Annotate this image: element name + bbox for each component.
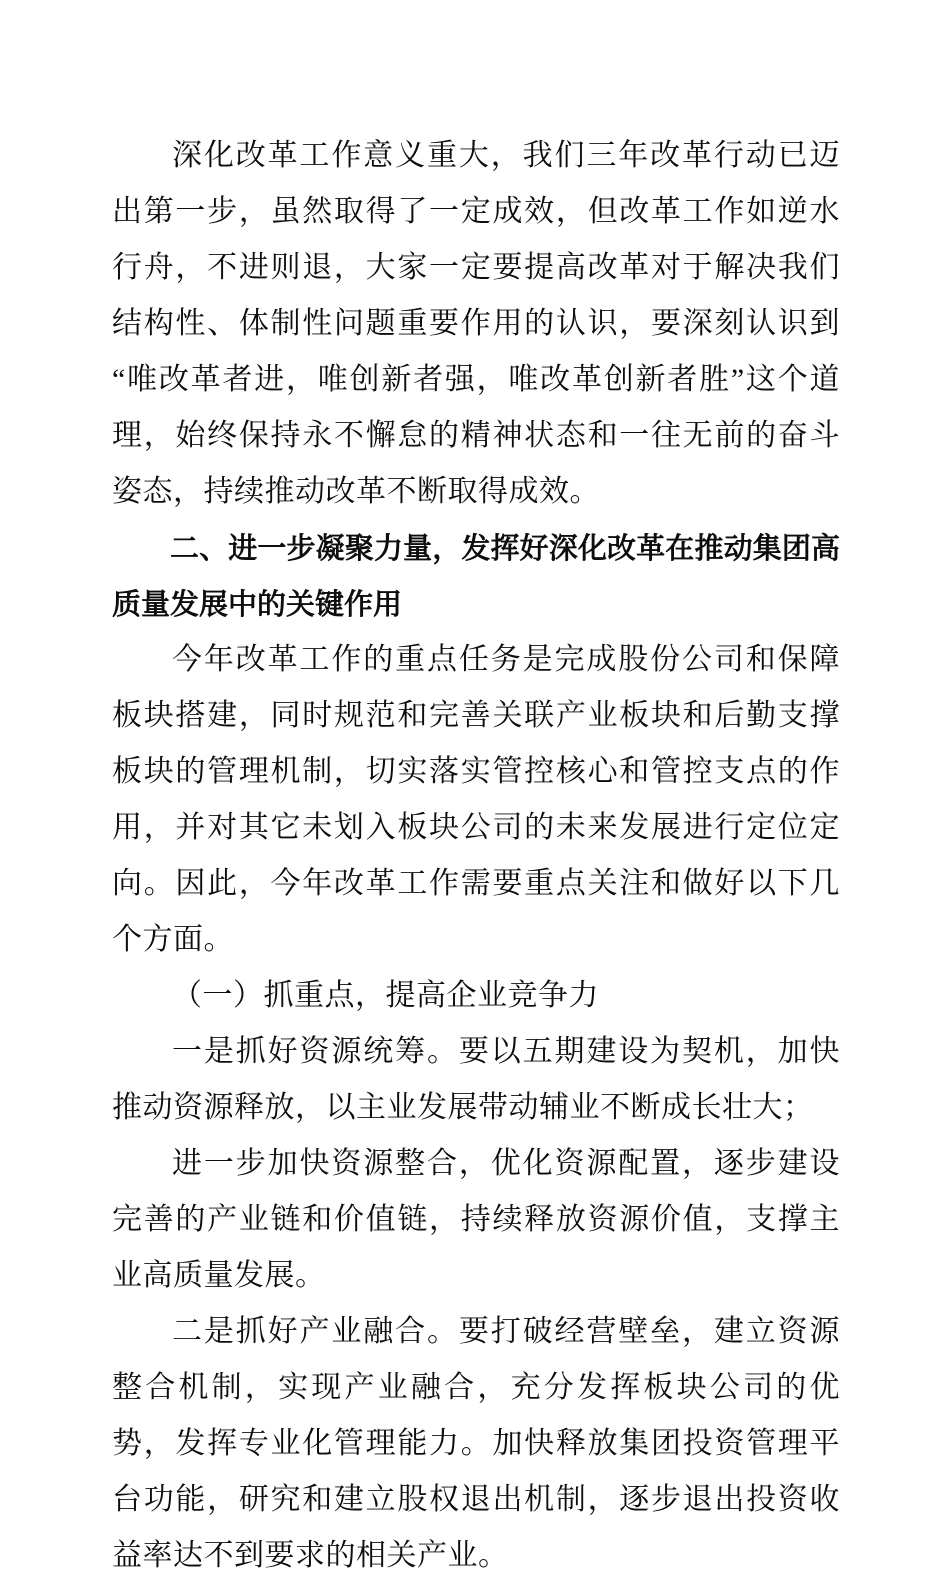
paragraph-key-tasks: 今年改革工作的重点任务是完成股份公司和保障板块搭建，同时规范和完善关联产业板块和后勤支撑板块的管理机制，切实落实管控核心和管控支点的作用，并对其它未划入板块公司的未来发展进行定位定向。因此，今年改革工作需要重点关注和做好以下几个方面。 bbox=[112, 643, 840, 956]
paragraph-intro: 深化改革工作意义重大，我们三年改革行动已迈出第一步，虽然取得了一定成效，但改革工作如逆水行舟，不进则退，大家一定要提高改革对于解决我们结构性、体制性问题重要作用的认识，要深刻认识到“唯改革者进，唯创新者强，唯改革创新者胜”这个道理，始终保持永不懈怠的精神状态和一往无前的奋斗姿态，持续推动改革不断取得成效。 bbox=[112, 139, 840, 508]
document-body bbox=[112, 128, 840, 1584]
paragraph-resource-integration: 进一步加快资源整合，优化资源配置，逐步建设完善的产业链和价值链，持续释放资源价值，支撑主业高质量发展。 bbox=[112, 1147, 840, 1292]
paragraph-resource-coordination: 一是抓好资源统筹。要以五期建设为契机，加快推动资源释放，以主业发展带动辅业不断成长壮大； bbox=[112, 1035, 840, 1124]
section-heading-two: 二、进一步凝聚力量，发挥好深化改革在推动集团高质量发展中的关键作用 bbox=[112, 531, 840, 621]
subsection-heading-one: （一）抓重点，提高企业竞争力 bbox=[172, 979, 599, 1012]
paragraph-industry-integration: 二是抓好产业融合。要打破经营壁垒，建立资源整合机制，实现产业融合，充分发挥板块公司的优势，发挥专业化管理能力。加快释放集团投资管理平台功能，研究和建立股权退出机制，逐步退出投资收益率达不到要求的相关产业。 bbox=[112, 1315, 840, 1572]
